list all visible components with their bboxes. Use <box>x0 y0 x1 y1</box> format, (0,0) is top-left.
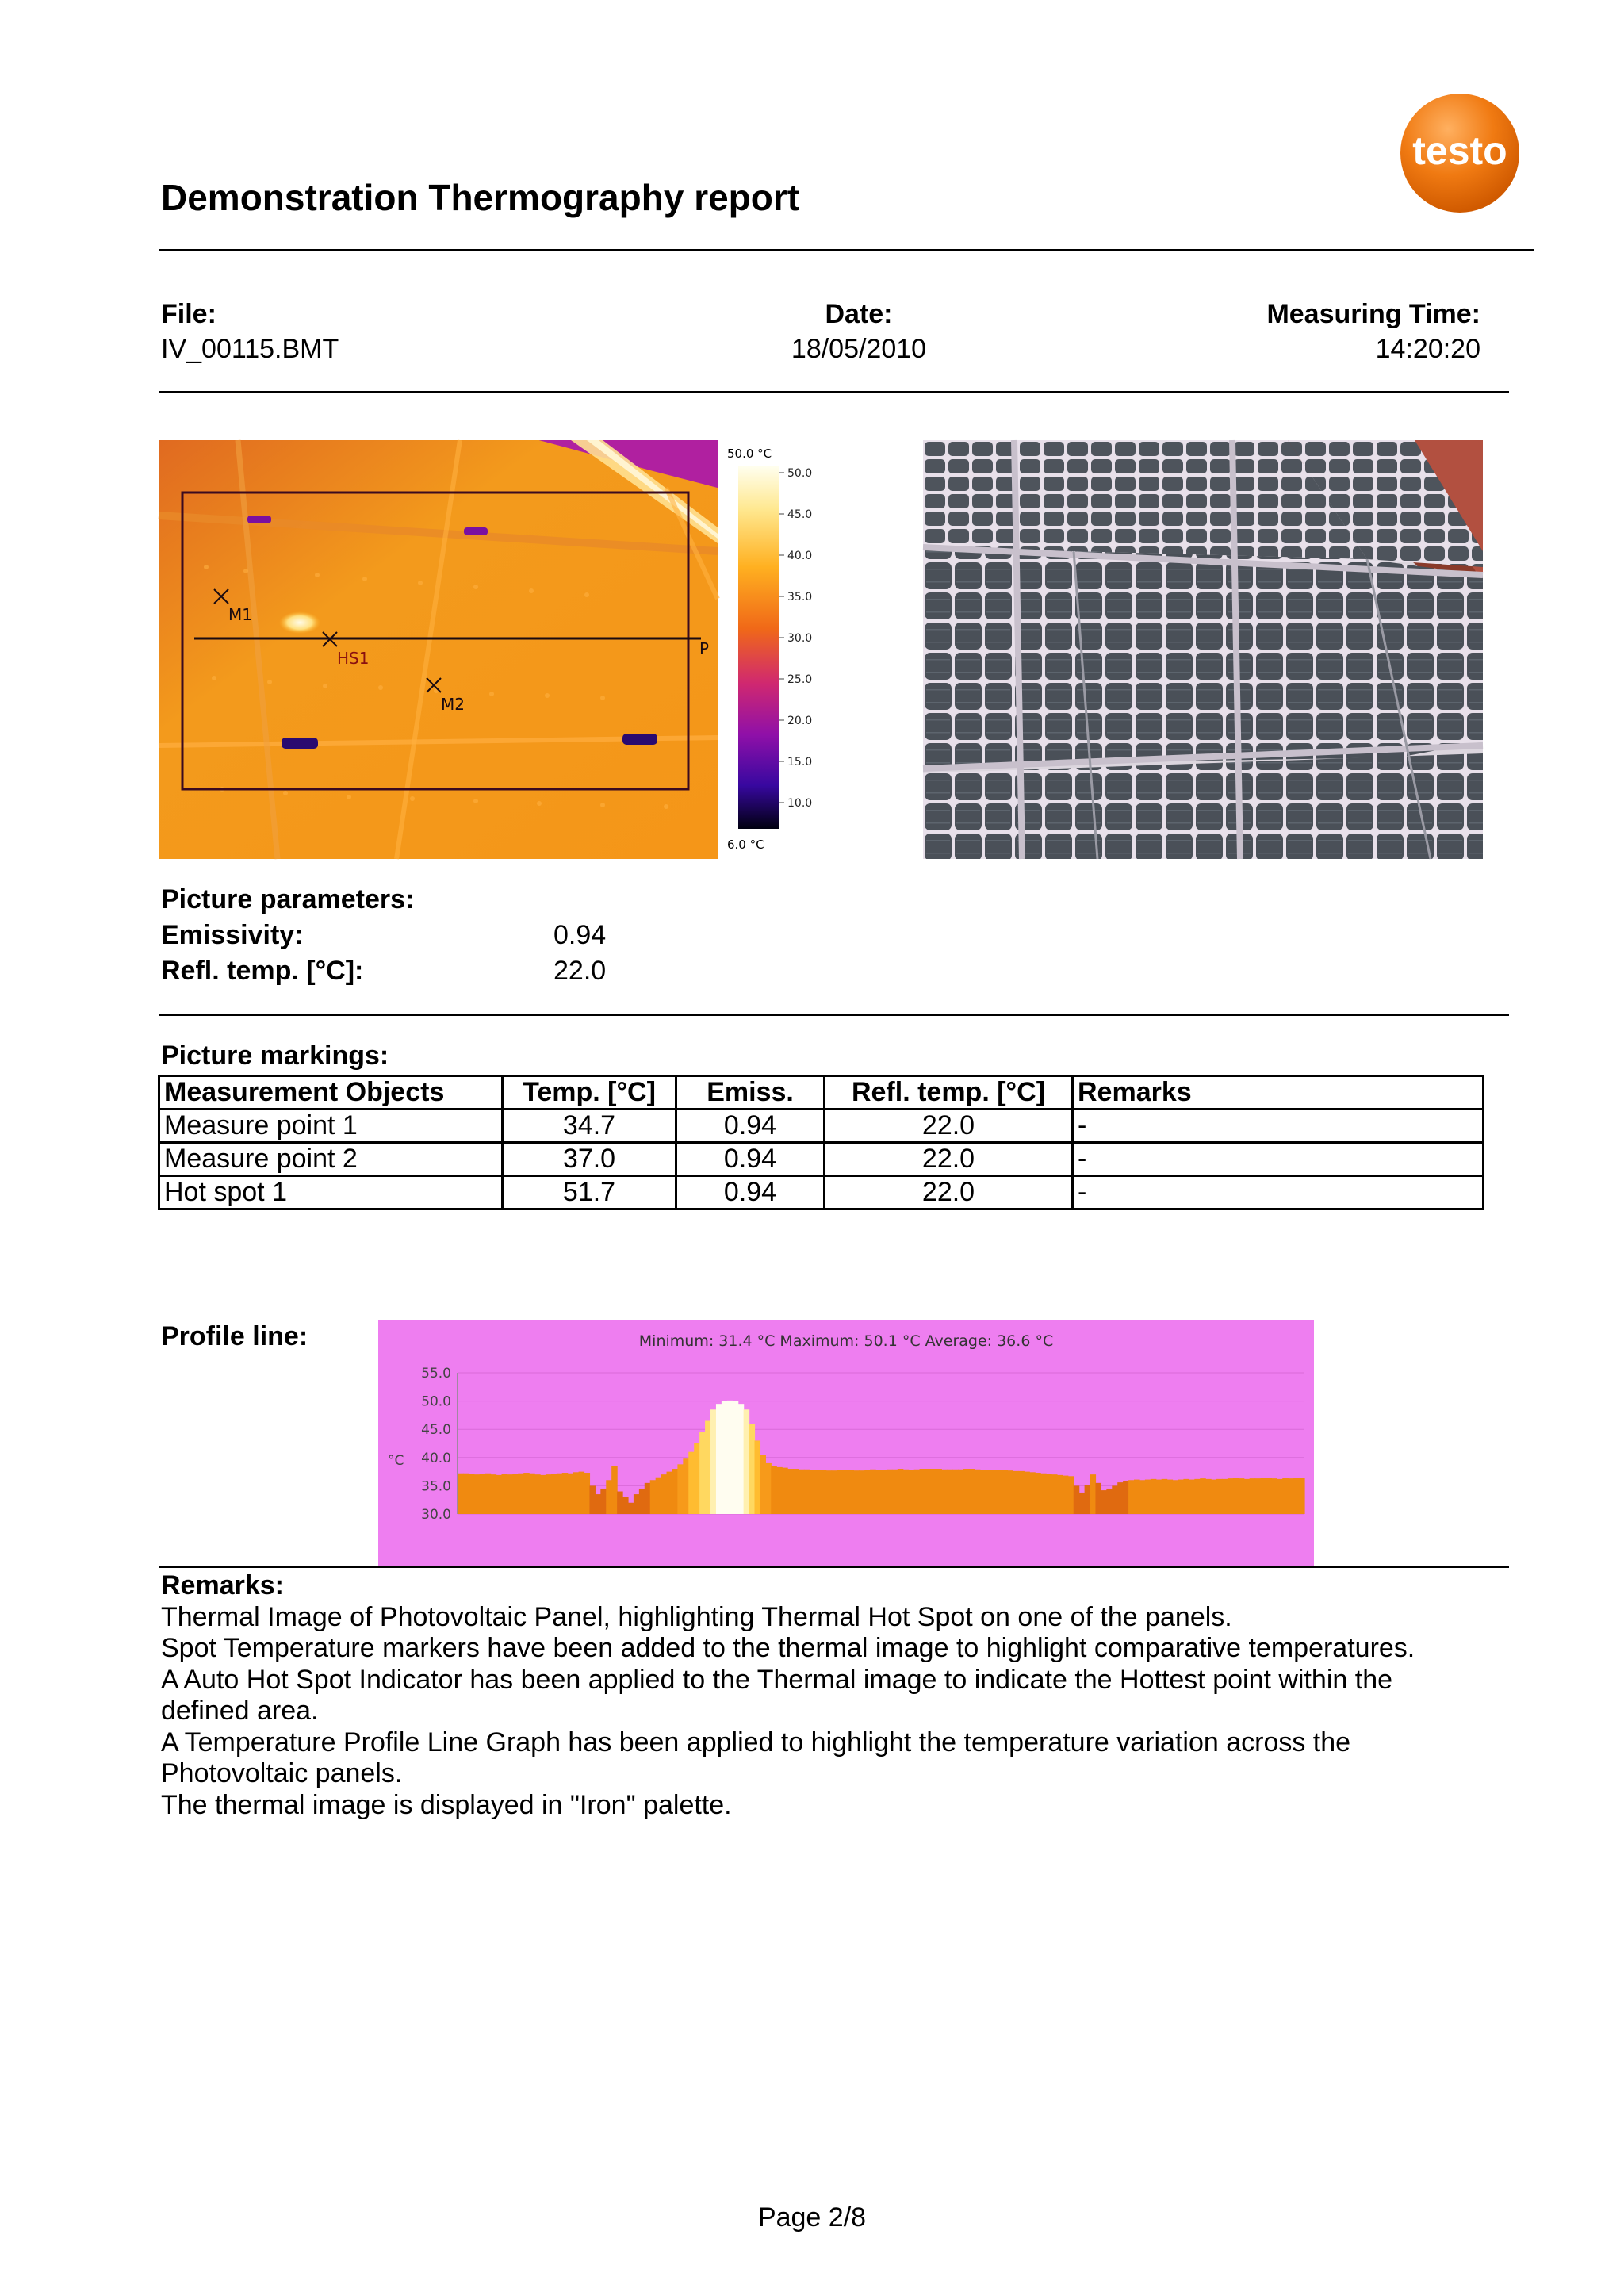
profile-bar <box>793 1469 799 1514</box>
profile-bar <box>1046 1474 1052 1514</box>
page-number: Page 2/8 <box>757 2202 867 2233</box>
info-divider <box>159 391 1509 393</box>
profile-bar <box>1162 1479 1168 1514</box>
profile-bar <box>815 1470 822 1514</box>
profile-bar <box>546 1474 552 1514</box>
table-cell: Hot spot 1 <box>159 1176 503 1209</box>
table-cell: - <box>1073 1110 1484 1143</box>
profile-bar <box>617 1492 623 1514</box>
profile-bar <box>903 1470 910 1514</box>
profile-bar <box>1293 1478 1300 1514</box>
profile-bar <box>501 1474 508 1514</box>
profile-bar <box>1183 1479 1189 1514</box>
profile-bar <box>1205 1479 1212 1514</box>
profile-bar <box>667 1472 673 1514</box>
profile-bar <box>1233 1478 1239 1514</box>
profile-bar <box>534 1474 541 1514</box>
chart-title: Minimum: 31.4 °C Maximum: 50.1 °C Average: 36.6 °C <box>638 1332 1054 1350</box>
table-row <box>159 1110 1484 1143</box>
profile-endpoint-label: P <box>699 639 710 658</box>
profile-bar <box>622 1497 629 1514</box>
profile-bar <box>898 1469 904 1514</box>
profile-bar <box>523 1473 530 1514</box>
profile-bar <box>573 1472 580 1514</box>
profile-bar <box>963 1469 970 1514</box>
profile-bar <box>469 1474 475 1514</box>
table-cell: Measure point 2 <box>159 1143 503 1176</box>
profile-bar <box>1085 1485 1091 1514</box>
file-block <box>161 298 339 365</box>
profile-bar <box>568 1474 574 1514</box>
profile-bar <box>842 1470 848 1514</box>
profile-bar <box>1063 1476 1069 1514</box>
profile-bar <box>765 1463 772 1514</box>
remarks-line: Spot Temperature markers have been added to the thermal image to highlight comparative temperatures. <box>161 1633 1415 1663</box>
profile-bar <box>496 1475 503 1514</box>
time-value: 14:20:20 <box>1375 334 1480 364</box>
profile-bar <box>754 1440 760 1514</box>
profile-bar <box>1299 1478 1305 1514</box>
marker-m1-label: M1 <box>228 605 252 624</box>
remarks-line: A Temperature Profile Line Graph has been applied to highlight the temperature variation across the <box>161 1727 1351 1757</box>
profile-bar <box>832 1470 838 1514</box>
profile-bar <box>491 1474 497 1514</box>
parameters-heading: Picture parameters: <box>161 884 415 914</box>
profile-bar <box>1024 1472 1030 1514</box>
profile-bar <box>716 1404 722 1514</box>
profile-bar <box>529 1474 535 1514</box>
profile-bar <box>683 1458 689 1514</box>
report-title: Demonstration Thermography report <box>161 177 800 218</box>
profile-bar <box>941 1470 948 1514</box>
profile-bar <box>650 1480 657 1514</box>
profile-bar <box>1013 1471 1019 1514</box>
profile-bar <box>1040 1474 1047 1514</box>
markings-table <box>158 1075 1484 1210</box>
profile-bar <box>1090 1474 1097 1514</box>
table-cell: Measure point 1 <box>159 1110 503 1143</box>
profile-bar <box>799 1470 805 1514</box>
profile-bar <box>738 1404 745 1514</box>
scale-tick-label: 20.0 <box>787 715 813 727</box>
profile-bar <box>507 1474 513 1514</box>
parameters-divider <box>159 1014 1509 1016</box>
profile-bar <box>1277 1479 1283 1514</box>
file-label: File: <box>161 299 216 329</box>
thermal-image <box>159 440 718 859</box>
profile-bar <box>864 1470 871 1514</box>
profile-bar <box>677 1464 684 1514</box>
y-tick-label: 40.0 <box>421 1450 451 1466</box>
profile-bar <box>997 1470 1003 1514</box>
scale-tick-label: 10.0 <box>787 797 813 810</box>
column-header: Measurement Objects <box>159 1076 503 1110</box>
profile-bar <box>881 1470 887 1514</box>
table-cell: 22.0 <box>825 1110 1073 1143</box>
profile-bar <box>672 1469 678 1514</box>
profile-bar <box>1002 1470 1009 1514</box>
profile-bar <box>1255 1478 1262 1514</box>
marker-hs1-label: HS1 <box>337 649 370 668</box>
profile-bar <box>875 1470 882 1514</box>
table-cell: - <box>1073 1176 1484 1209</box>
profile-bar <box>1101 1490 1107 1514</box>
profile-bar <box>1057 1475 1063 1514</box>
date-value: 18/05/2010 <box>791 334 927 364</box>
profile-bar <box>733 1401 739 1514</box>
profile-bar <box>1288 1478 1294 1514</box>
profile-bar <box>579 1472 585 1514</box>
table-cell: 22.0 <box>825 1176 1073 1209</box>
profile-bar <box>909 1470 915 1514</box>
profile-bar <box>1189 1480 1195 1514</box>
profile-bar <box>634 1494 640 1514</box>
remarks-line: A Auto Hot Spot Indicator has been applied to the Thermal image to indicate the Hottest point within the <box>161 1664 1393 1695</box>
y-tick-label: 50.0 <box>421 1393 451 1410</box>
profile-bar <box>1134 1480 1140 1514</box>
table-cell: 0.94 <box>676 1143 825 1176</box>
remarks-line: The thermal image is displayed in "Iron" palette. <box>161 1789 732 1820</box>
profile-bar <box>1282 1478 1289 1514</box>
profile-bar <box>1156 1480 1162 1514</box>
markings-heading: Picture markings: <box>161 1041 389 1071</box>
chart-background <box>378 1320 1314 1566</box>
marker-m2-label: M2 <box>441 695 465 714</box>
profile-bar <box>557 1474 563 1514</box>
profile-bar <box>595 1494 601 1514</box>
profile-bar <box>782 1468 788 1514</box>
profile-bar <box>826 1470 833 1514</box>
profile-bar <box>810 1470 816 1514</box>
profile-bar <box>584 1473 591 1514</box>
column-header: Refl. temp. [°C] <box>825 1076 1073 1110</box>
profile-bar <box>727 1401 733 1514</box>
profile-bar <box>639 1489 645 1514</box>
table-header-row <box>159 1076 1484 1110</box>
profile-bar <box>837 1470 844 1514</box>
table-cell: 37.0 <box>503 1143 676 1176</box>
profile-bar <box>930 1469 936 1514</box>
profile-bar <box>892 1470 898 1514</box>
profile-bar <box>980 1470 986 1514</box>
profile-bar <box>848 1470 854 1514</box>
y-tick-label: 35.0 <box>421 1478 451 1495</box>
scale-tick-label: 45.0 <box>787 508 813 521</box>
profile-bar <box>771 1466 777 1514</box>
profile-bar <box>1266 1478 1272 1514</box>
profile-bar <box>1029 1472 1036 1514</box>
profile-bar <box>705 1421 711 1514</box>
table-cell: 22.0 <box>825 1143 1073 1176</box>
profile-chart <box>378 1320 1314 1566</box>
profile-bar <box>1200 1478 1206 1514</box>
date-block <box>768 298 950 365</box>
table-row <box>159 1143 1484 1176</box>
profile-bar <box>1271 1478 1277 1514</box>
profile-bar <box>1173 1480 1179 1514</box>
profile-bar <box>986 1470 992 1514</box>
profile-bar <box>804 1470 810 1514</box>
remarks-block <box>161 1570 1509 1821</box>
profile-bar <box>853 1470 860 1514</box>
profile-bar <box>611 1466 618 1514</box>
profile-bar <box>1074 1485 1080 1514</box>
logo-text: testo <box>1412 128 1507 173</box>
profile-bar <box>1239 1478 1245 1514</box>
scale-max-label: 50.0 °C <box>727 447 772 461</box>
profile-bar <box>694 1443 700 1514</box>
profile-bar <box>925 1469 931 1514</box>
profile-bar <box>991 1470 998 1514</box>
y-tick-label: 55.0 <box>421 1366 451 1382</box>
table-row <box>159 1176 1484 1209</box>
profile-bar <box>952 1470 959 1514</box>
y-axis-label: °C <box>388 1453 404 1469</box>
header-divider <box>159 249 1534 251</box>
temperature-scale <box>718 440 813 859</box>
profile-bar <box>1178 1480 1184 1514</box>
profile-bar <box>1139 1480 1146 1514</box>
profile-bar <box>518 1474 524 1514</box>
remarks-line: Thermal Image of Photovoltaic Panel, highlighting Thermal Hot Spot on one of the panels. <box>161 1601 1232 1632</box>
refl-temp-label: Refl. temp. [°C]: <box>161 956 364 986</box>
time-block <box>1189 298 1480 365</box>
profile-bar <box>1222 1479 1228 1514</box>
profile-bar <box>821 1470 827 1514</box>
profile-bar <box>1035 1473 1041 1514</box>
profile-bar <box>969 1469 975 1514</box>
profile-bar <box>744 1409 750 1514</box>
profile-divider <box>159 1566 1509 1568</box>
profile-bar <box>710 1409 717 1514</box>
profile-bar <box>1018 1471 1025 1514</box>
profile-bar <box>975 1470 981 1514</box>
table-cell: 51.7 <box>503 1176 676 1209</box>
profile-bar <box>606 1480 612 1514</box>
profile-bar <box>628 1503 634 1514</box>
y-tick-label: 30.0 <box>421 1507 451 1523</box>
table-cell: - <box>1073 1143 1484 1176</box>
profile-bar <box>722 1401 728 1514</box>
scale-tick-label: 30.0 <box>787 632 813 645</box>
scale-tick-label: 15.0 <box>787 756 813 769</box>
profile-bar <box>920 1469 926 1514</box>
profile-bar <box>1112 1485 1118 1514</box>
profile-bar <box>474 1474 481 1514</box>
refl-temp-value: 22.0 <box>553 956 607 986</box>
profile-bar <box>1145 1480 1151 1514</box>
profile-bar <box>958 1470 964 1514</box>
profile-bar <box>600 1489 607 1514</box>
profile-bar <box>1095 1483 1101 1514</box>
profile-bar <box>1117 1482 1124 1514</box>
profile-bar <box>1244 1479 1251 1514</box>
profile-bar <box>787 1469 794 1514</box>
profile-bar <box>749 1424 756 1514</box>
profile-label: Profile line: <box>161 1321 308 1351</box>
date-label: Date: <box>825 299 893 329</box>
column-header: Remarks <box>1073 1076 1484 1110</box>
y-tick-label: 45.0 <box>421 1422 451 1439</box>
time-label: Measuring Time: <box>1266 299 1480 329</box>
scale-tick-label: 25.0 <box>787 673 813 686</box>
profile-bar <box>1123 1481 1129 1514</box>
profile-bar <box>936 1469 942 1514</box>
profile-bar <box>1211 1480 1217 1514</box>
profile-bar <box>1051 1474 1058 1514</box>
profile-bar <box>661 1474 668 1514</box>
profile-bar <box>1228 1478 1234 1514</box>
profile-bar <box>562 1473 569 1514</box>
profile-bar <box>1068 1476 1074 1514</box>
profile-bar <box>699 1432 706 1514</box>
table-cell: 0.94 <box>676 1176 825 1209</box>
remarks-heading: Remarks: <box>161 1570 284 1600</box>
table-cell: 34.7 <box>503 1110 676 1143</box>
profile-bar <box>458 1474 464 1514</box>
profile-bar <box>480 1474 486 1514</box>
file-value: IV_00115.BMT <box>161 334 339 364</box>
profile-bar <box>760 1455 766 1514</box>
scale-tick-label: 50.0 <box>787 467 813 480</box>
profile-bar <box>512 1474 519 1514</box>
profile-bar <box>1250 1478 1256 1514</box>
profile-bar <box>1008 1470 1014 1514</box>
profile-bar <box>463 1474 469 1514</box>
profile-bar <box>551 1474 557 1514</box>
scale-min-label: 6.0 °C <box>727 838 764 852</box>
profile-bar <box>1079 1493 1086 1514</box>
solar-panel-photo <box>923 440 1483 859</box>
remarks-line: Photovoltaic panels. <box>161 1758 403 1788</box>
scale-tick-label: 40.0 <box>787 550 813 562</box>
table-cell: 0.94 <box>676 1110 825 1143</box>
testo-logo <box>1386 79 1534 227</box>
profile-bar <box>870 1470 876 1514</box>
profile-bar <box>485 1474 492 1514</box>
profile-bar <box>1151 1479 1157 1514</box>
scale-tick-label: 35.0 <box>787 591 813 604</box>
profile-bar <box>947 1470 953 1514</box>
profile-bar <box>776 1467 783 1514</box>
profile-bar <box>859 1470 865 1514</box>
profile-bar <box>688 1452 695 1514</box>
profile-bar <box>1216 1479 1223 1514</box>
profile-bar <box>540 1475 546 1514</box>
column-header: Emiss. <box>676 1076 825 1110</box>
profile-bar <box>1167 1480 1174 1514</box>
emissivity-label: Emissivity: <box>161 920 304 950</box>
remarks-line: defined area. <box>161 1696 319 1726</box>
profile-bar <box>1261 1478 1267 1514</box>
profile-bar <box>1106 1489 1113 1514</box>
profile-bar <box>1128 1480 1135 1514</box>
profile-bar <box>1194 1479 1201 1514</box>
profile-bar <box>887 1470 893 1514</box>
column-header: Temp. [°C] <box>503 1076 676 1110</box>
profile-bar <box>645 1483 651 1514</box>
emissivity-value: 0.94 <box>553 920 607 950</box>
profile-bar <box>656 1478 662 1514</box>
profile-bar <box>589 1485 596 1514</box>
profile-bar <box>914 1470 921 1514</box>
